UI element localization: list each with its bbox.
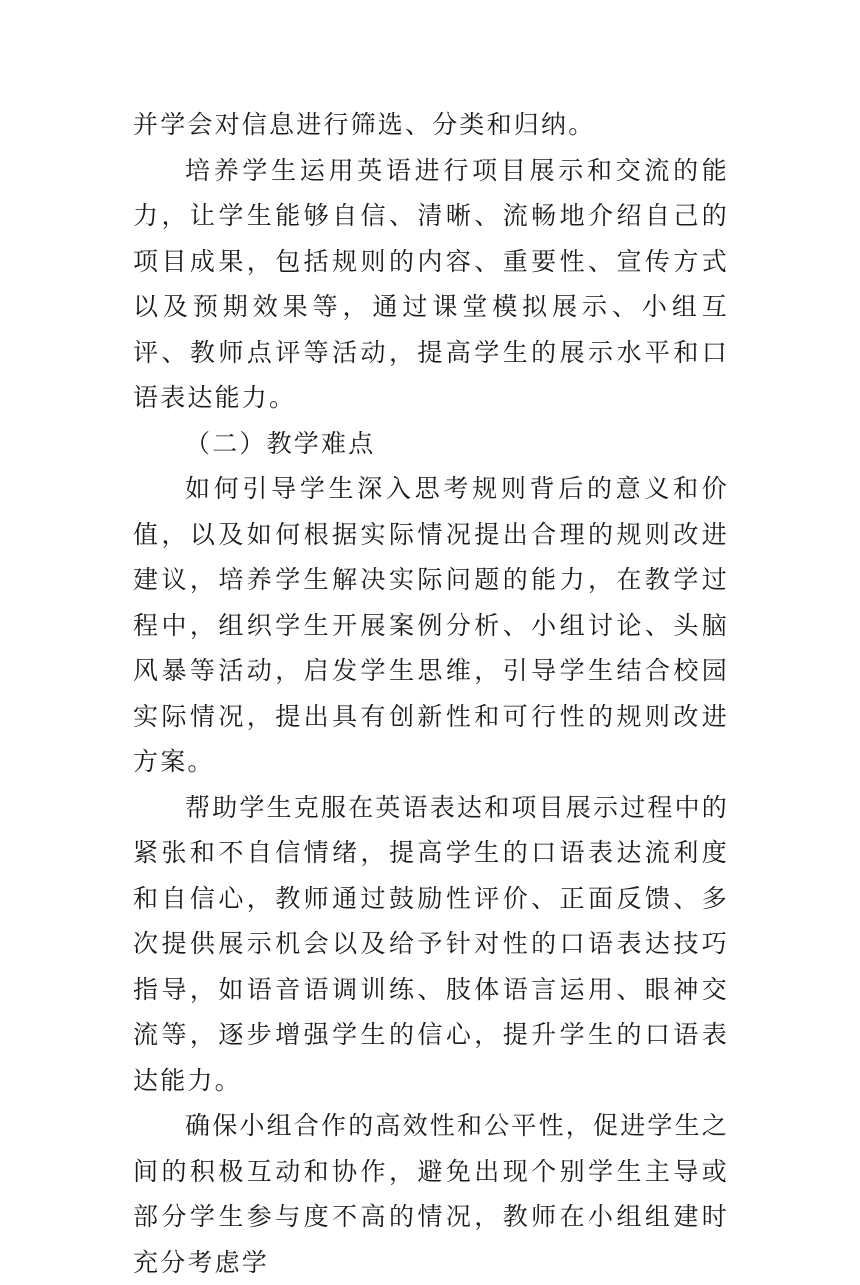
section-heading-teaching-difficulties: （二）教学难点 bbox=[185, 428, 376, 458]
paragraph-continuation: 并学会对信息进行筛选、分类和归纳。 bbox=[133, 110, 596, 139]
paragraph-confidence: 帮助学生克服在英语表达和项目展示过程中的紧张和不自信情绪，提高学生的口语表达流利度和自信心，教师通过鼓励性评价、正面反馈、多次提供展示机会以及给予针对性的口语表达技巧指导，如语音语调训练、肢体语言运用、眼神交流等，逐步增强学生的信心，提升学生的口语表达能力。 bbox=[133, 792, 730, 1095]
paragraph-rule-reflection: 如何引导学生深入思考规则背后的意义和价值，以及如何根据实际情况提出合理的规则改进建议，培养学生解决实际问题的能力，在教学过程中，组织学生开展案例分析、小组讨论、头脑风暴等活动，启发学生思维，引导学生结合校园实际情况，提出具有创新性和可行性的规则改进方案。 bbox=[133, 474, 729, 776]
document-body bbox=[133, 102, 729, 1285]
paragraph-group-cooperation: 确保小组合作的高效性和公平性，促进学生之间的积极互动和协作，避免出现个别学生主导或部分学生参与度不高的情况，教师在小组组建时充分考虑学 bbox=[133, 1111, 730, 1277]
paragraph-presentation-ability: 培养学生运用英语进行项目展示和交流的能力，让学生能够自信、清晰、流畅地介绍自己的项目成果，包括规则的内容、重要性、宣传方式以及预期效果等，通过课堂模拟展示、小组互评、教师点评等活动，提高学生的展示水平和口语表达能力。 bbox=[133, 155, 729, 412]
